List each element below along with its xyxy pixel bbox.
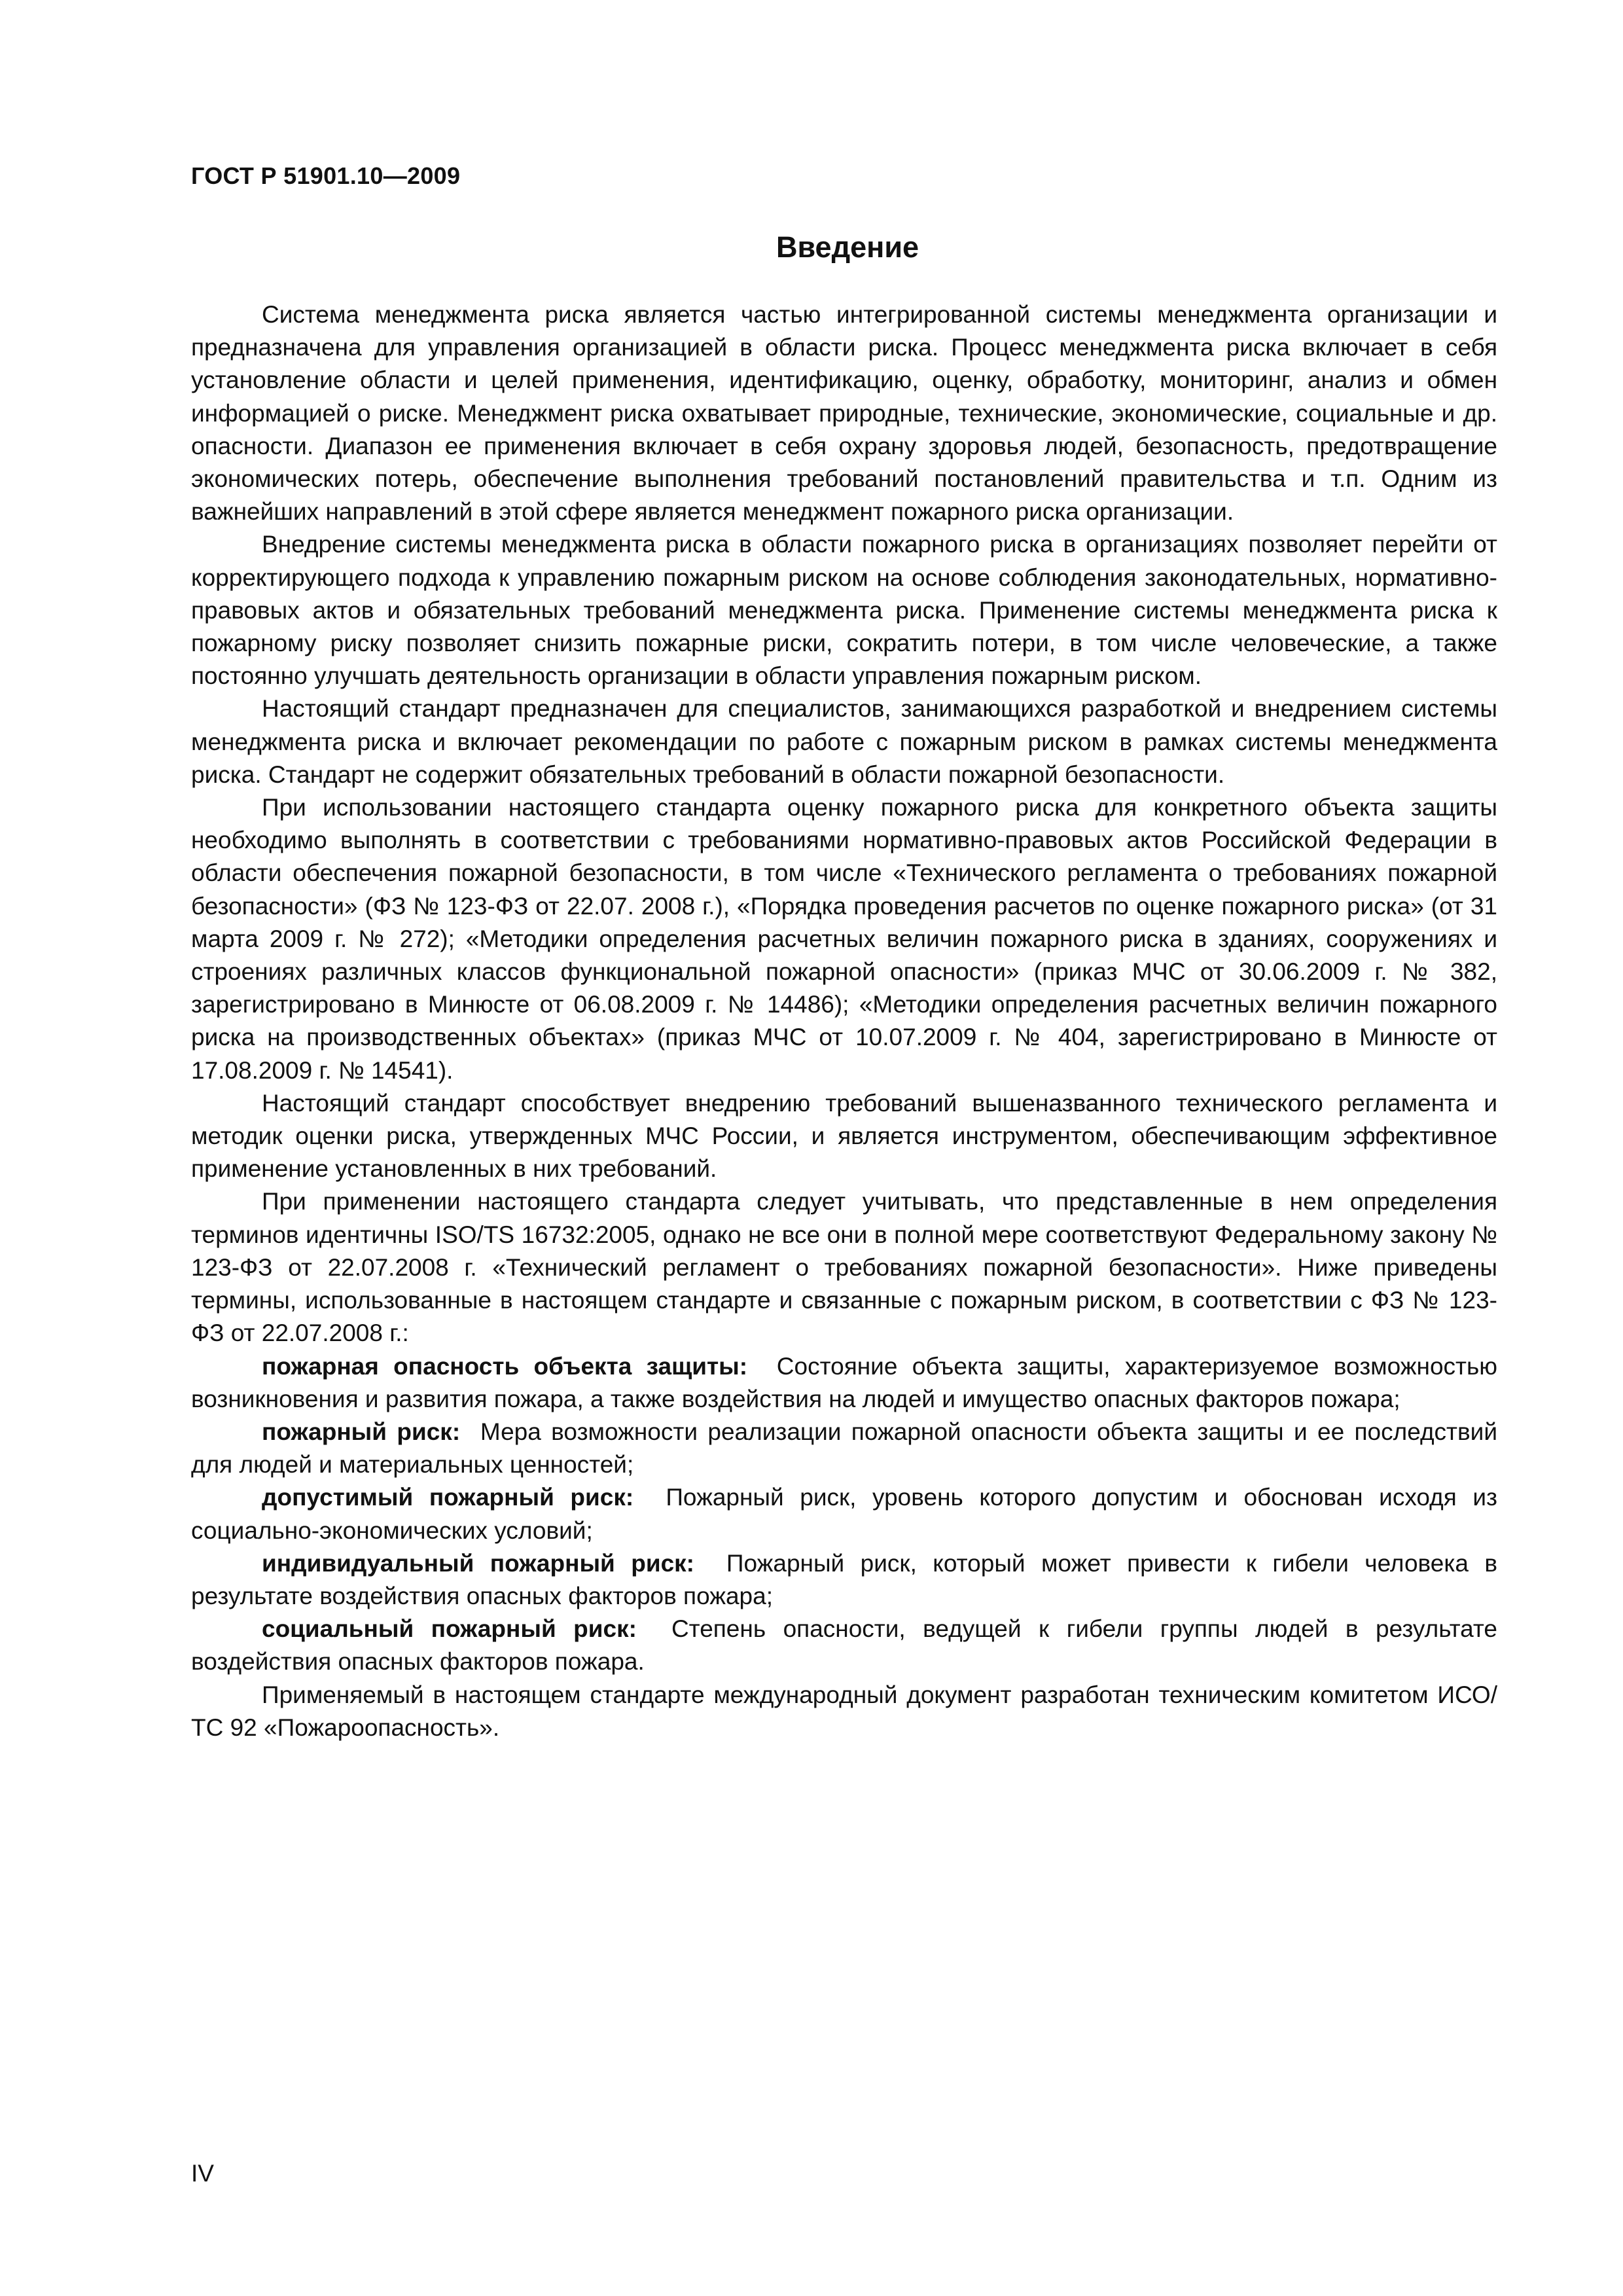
term-definition (191, 1547, 1497, 1613)
term-name: допустимый пожарный риск: (262, 1484, 634, 1511)
paragraph: При использовании настоящего стандарта оценку пожарного риска для конкретного объекта защиты необходимо выполнять в соответствии с требованиями нормативно-правовых актов Российской Федерации в области обеспечения пожарной безопасности, в том числе «Технического регламента о требованиях пожарной безопасности» (ФЗ № 123-ФЗ от 22.07. 2008 г.), «Порядка проведения расчетов по оценке пожарного риска» (от 31 марта 2009 г. № 272); «Методики определения расчетных величин пожарного риска в зданиях, сооружениях и строениях различных классов функциональной пожарной опасности» (приказ МЧС от 30.06.2009 г. № 382, зарегистрировано в Минюсте от 06.08.2009 г. № 14486); «Методики определения расчетных величин пожарного риска на производственных объектах» (приказ МЧС от 10.07.2009 г. № 404, зарегистрировано в Минюсте от 17.08.2009 г. № 14541). (191, 794, 1497, 1084)
term-name: пожарный риск: (262, 1418, 461, 1445)
body-text (191, 298, 1497, 1744)
term-text: Состояние объекта защиты, характеризуемое возможностью возникновения и развития пожара, а также воздействия на людей и имущество опасных факторов пожара; (191, 1352, 1497, 1412)
term-definition (191, 1350, 1497, 1416)
term-text: Мера возможности реализации пожарной опасности объекта защиты и ее последствий для людей и материальных ценностей; (191, 1418, 1497, 1479)
closing-paragraph: Применяемый в настоящем стандарте международный документ разработан техническим комитетом ИСО/ТС 92 «Пожароопасность». (191, 1681, 1497, 1741)
paragraph: Настоящий стандарт предназначен для специалистов, занимающихся разработкой и внедрением системы менеджмента риска и включает рекомендации по работе с пожарным риском в рамках системы менеджмента риска. Стандарт не содержит обязательных требований в области пожарной безопасности. (191, 695, 1497, 788)
paragraph: Система менеджмента риска является частью интегрированной системы менеджмента организации и предназначена для управления организацией в области риска. Процесс менеджмента риска включает в себя установление области и целей применения, идентификацию, оценку, обработку, мониторинг, анализ и обмен информацией о риске. Менеджмент риска охватывает природные, технические, экономические, социальные и др. опасности. Диапазон ее применения включает в себя охрану здоровья людей, безопасность, предотвращение экономических потерь, обеспечение выполнения требований постановлений правительства и т.п. Одним из важнейших направлений в этой сфере является менеджмент пожарного риска организации. (191, 301, 1497, 526)
page-number: IV (191, 2160, 214, 2187)
term-text: Пожарный риск, который может привести к гибели человека в результате воздействия опасных факторов пожара; (191, 1549, 1497, 1609)
paragraph: Внедрение системы менеджмента риска в области пожарного риска в организациях позволяет перейти от корректирующего подхода к управлению пожарным риском на основе соблюдения законодательных, нормативно-правовых актов и обязательных требований менеджмента риска. Применение системы менеджмента риска к пожарному риску позволяет снизить пожарные риски, сократить потери, в том числе человеческие, а также постоянно улучшать деятельность организации в области управления пожарным риском. (191, 531, 1497, 690)
term-text: Степень опасности, ведущей к гибели группы людей в результате воздействия опасных факторов пожара. (191, 1615, 1497, 1676)
term-definition (191, 1481, 1497, 1547)
term-text: Пожарный риск, уровень которого допустим и обоснован исходя из социально-экономических условий; (191, 1484, 1497, 1544)
term-name: пожарная опасность объекта защиты: (262, 1352, 748, 1380)
term-definition (191, 1613, 1497, 1678)
document-id-header: ГОСТ Р 51901.10—2009 (191, 162, 461, 189)
term-name: индивидуальный пожарный риск: (262, 1549, 694, 1577)
paragraph: Настоящий стандарт способствует внедрению требований вышеназванного технического регламента и методик оценки риска, утвержденных МЧС России, и является инструментом, обеспечивающим эффективное применение установленных в них требований. (191, 1089, 1497, 1183)
paragraph: При применении настоящего стандарта следует учитывать, что представленные в нем определения терминов идентичны ISO/TS 16732:2005, однако не все они в полной мере соответствуют Федеральному закону № 123-ФЗ от 22.07.2008 г. «Технический регламент о требованиях пожарной безопасности». Ниже приведены термины, использованные в настоящем стандарте и связанные с пожарным риском, в соответствии с ФЗ № 123-ФЗ от 22.07.2008 г.: (191, 1188, 1497, 1347)
term-name: социальный пожарный риск: (262, 1615, 637, 1643)
term-definition (191, 1416, 1497, 1481)
section-title: Введение (776, 230, 919, 264)
